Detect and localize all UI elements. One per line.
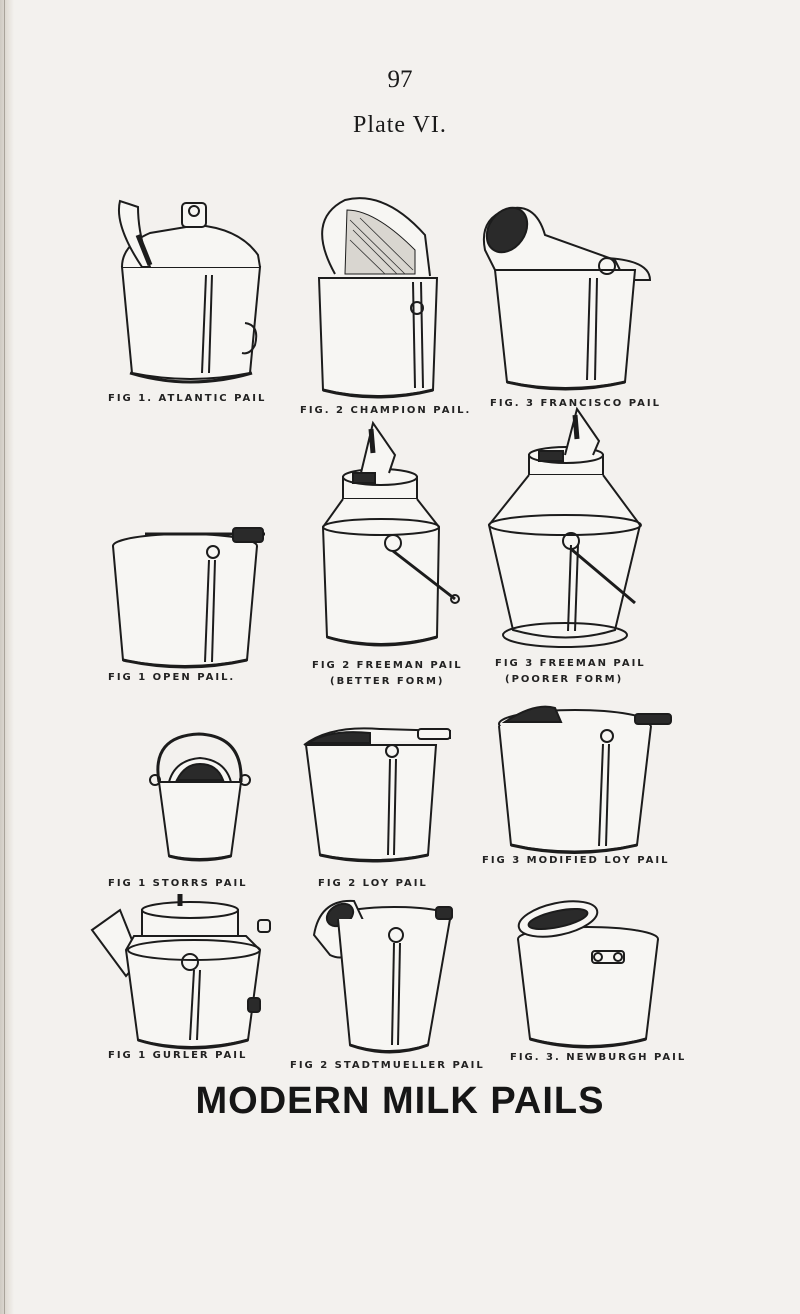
freeman-poorer-illustration — [485, 405, 650, 655]
open-pail-illustration — [105, 520, 275, 670]
figure-francisco-pail — [475, 200, 655, 395]
gurler-pail-illustration — [90, 890, 275, 1055]
page-number: 97 — [387, 66, 413, 93]
caption-freeman-better: FIG 2 FREEMAN PAIL — [312, 660, 463, 671]
figure-newburgh-pail — [508, 895, 668, 1055]
francisco-pail-illustration — [475, 200, 655, 395]
caption-stadtmueller: FIG 2 STADTMUELLER PAIL — [290, 1060, 485, 1071]
plate-title: Plate VI. — [353, 112, 447, 138]
figure-stadtmueller-pail — [310, 895, 460, 1060]
freeman-better-illustration — [315, 415, 465, 655]
figure-loy-pail — [300, 725, 460, 865]
main-title: MODERN MILK PAILS — [195, 1080, 605, 1122]
caption-newburgh: FIG. 3. NEWBURGH PAIL — [510, 1052, 687, 1063]
caption-loy: FIG 2 LOY PAIL — [318, 878, 428, 889]
storrs-pail-illustration — [145, 730, 255, 865]
caption-atlantic: FIG 1. ATLANTIC PAIL — [108, 393, 267, 404]
stadtmueller-pail-illustration — [310, 895, 460, 1060]
figure-gurler-pail — [90, 890, 275, 1055]
caption-freeman-better-2: (BETTER FORM) — [330, 676, 445, 687]
caption-freeman-poorer-2: (POORER FORM) — [505, 674, 624, 685]
newburgh-pail-illustration — [508, 895, 668, 1055]
figure-storrs-pail — [145, 730, 255, 865]
caption-francisco: FIG. 3 FRANCISCO PAIL — [490, 398, 661, 409]
caption-champion: FIG. 2 CHAMPION PAIL. — [300, 405, 472, 416]
loy-pail-illustration — [300, 725, 460, 865]
figure-atlantic-pail — [110, 195, 270, 390]
figure-freeman-better — [315, 415, 465, 655]
figure-modified-loy-pail — [495, 700, 675, 860]
caption-storrs: FIG 1 STORRS PAIL — [108, 878, 248, 889]
figure-freeman-poorer — [485, 405, 650, 655]
caption-freeman-poorer: FIG 3 FREEMAN PAIL — [495, 658, 646, 669]
caption-modified-loy: FIG 3 MODIFIED LOY PAIL — [482, 855, 670, 866]
champion-pail-illustration — [305, 190, 445, 400]
caption-gurler: FIG 1 GURLER PAIL — [108, 1050, 248, 1061]
caption-open: FIG 1 OPEN PAIL. — [108, 672, 236, 683]
modified-loy-illustration — [495, 700, 675, 860]
figure-open-pail — [105, 520, 275, 670]
figure-champion-pail — [305, 190, 445, 400]
atlantic-pail-illustration — [110, 195, 270, 390]
